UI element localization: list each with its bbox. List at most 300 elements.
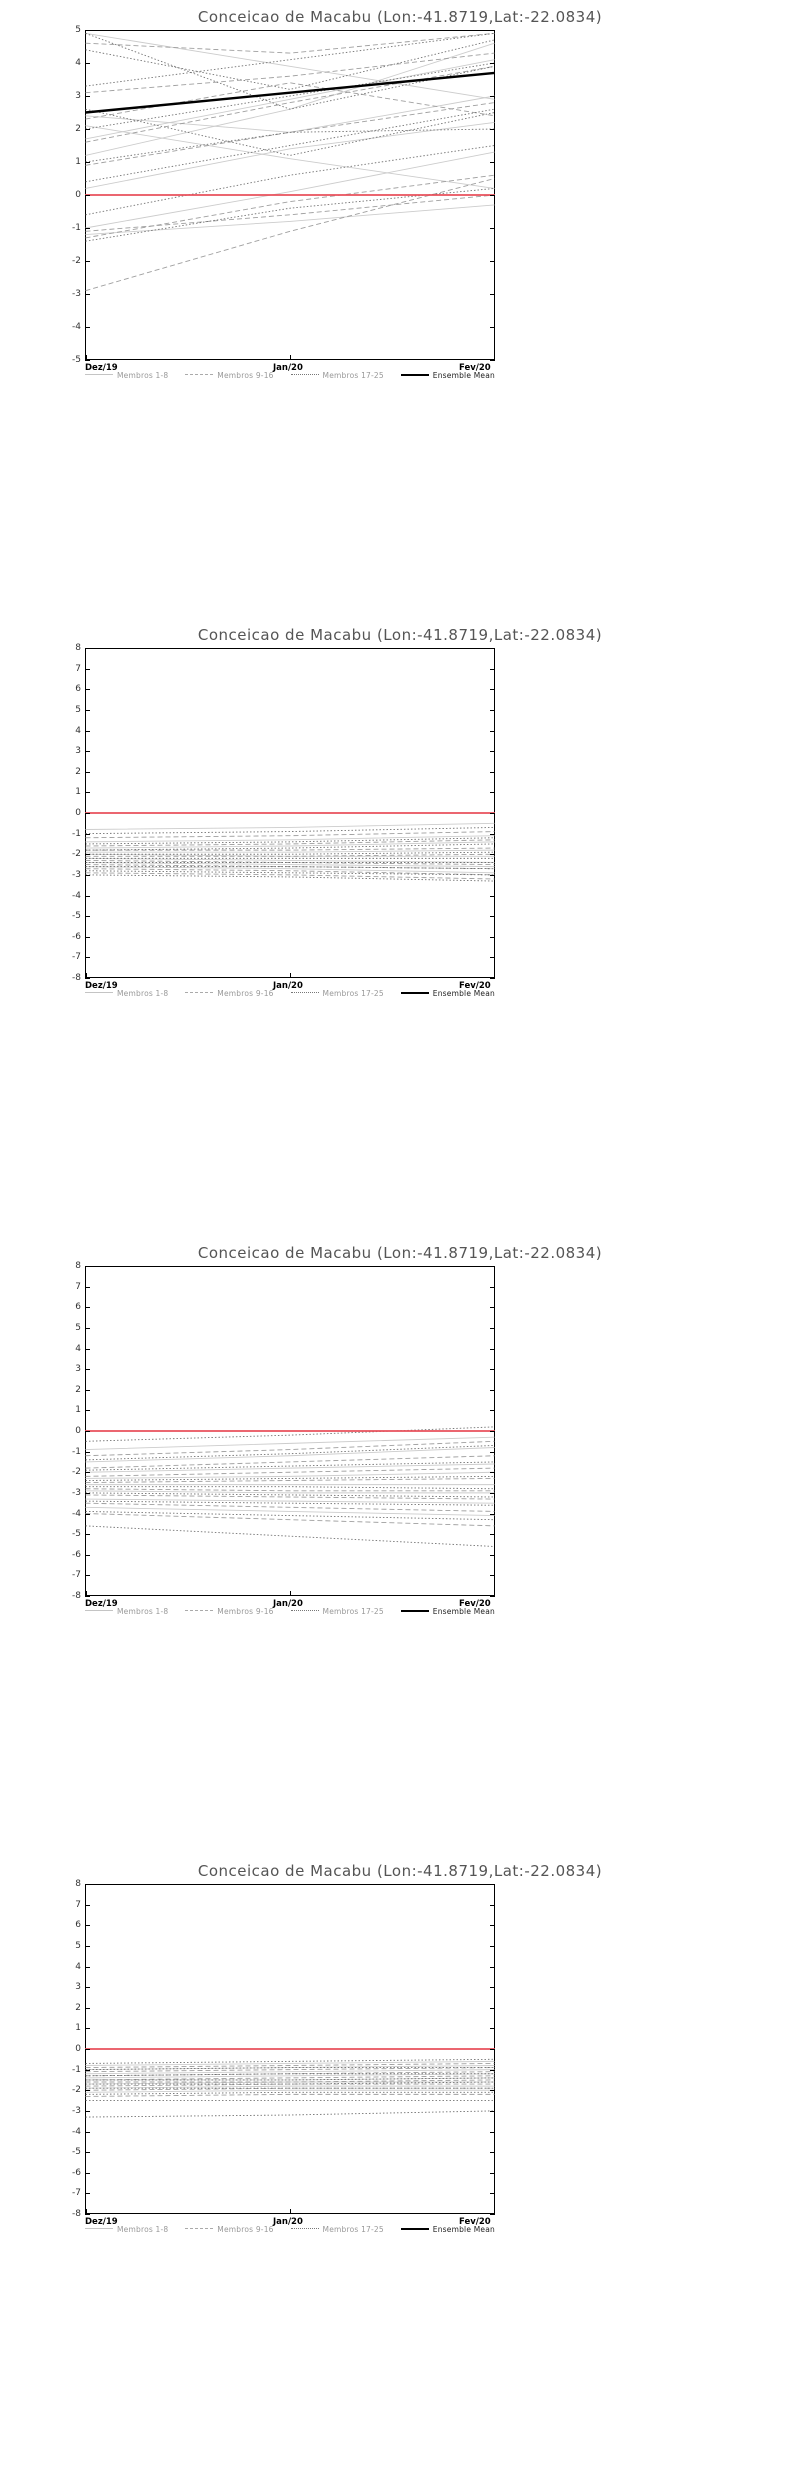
y-tick-mark [490, 63, 495, 64]
y-tick-label: -4 [72, 322, 81, 332]
y-tick-mark [490, 1987, 495, 1988]
chart-panel-temp-maxima [0, 1236, 800, 1854]
y-tick-mark [85, 2090, 90, 2091]
series-canvas [85, 30, 495, 360]
series-line [86, 205, 495, 235]
y-tick-label: -8 [72, 2209, 81, 2219]
y-tick-label: -1 [72, 1446, 81, 1457]
y-tick-mark [490, 1534, 495, 1535]
series-line [86, 1487, 495, 1489]
y-tick-mark [490, 1410, 495, 1411]
legend-item-membros-17-25 [291, 989, 384, 998]
y-tick-label: 0 [75, 190, 81, 200]
y-tick-mark [85, 1596, 90, 1597]
y-tick-label: -1 [72, 223, 81, 233]
y-tick-mark [490, 2008, 495, 2009]
y-tick-mark [490, 937, 495, 938]
y-tick-label: 3 [75, 91, 81, 101]
y-tick-mark [490, 1431, 495, 1432]
y-tick-label: 4 [75, 1343, 81, 1354]
y-tick-mark [85, 916, 90, 917]
series-line [86, 1495, 495, 1499]
legend-label-membros-1-8: Membros 1-8 [117, 1606, 169, 1616]
series-line [86, 1514, 495, 1526]
legend-label-membros-9-16: Membros 9-16 [217, 2224, 274, 2234]
y-tick-mark [490, 294, 495, 295]
y-tick-mark [85, 1555, 90, 1556]
y-tick-label: -3 [72, 1487, 81, 1498]
series-line [86, 1478, 495, 1482]
legend-label-membros-17-25: Membros 17-25 [322, 370, 384, 380]
y-tick-label: 2 [75, 766, 81, 777]
y-tick-label: -4 [72, 2126, 81, 2137]
y-tick-label: 8 [75, 1261, 81, 1271]
series-canvas [85, 1266, 495, 1596]
series-line [86, 2094, 495, 2096]
legend-item-ensemble-mean [401, 989, 495, 998]
legend-swatch-membros-1-8 [85, 2228, 113, 2230]
legend-item-membros-17-25 [291, 371, 384, 380]
y-tick-mark [490, 96, 495, 97]
series-line [86, 2111, 495, 2117]
y-tick-mark [85, 327, 90, 328]
y-tick-mark [490, 2152, 495, 2153]
legend-label-membros-9-16: Membros 9-16 [217, 1606, 274, 1616]
y-tick-mark [85, 2070, 90, 2071]
x-tick-label: Dez/19 [85, 981, 118, 991]
y-tick-mark [85, 1390, 90, 1391]
series-line [86, 175, 495, 238]
legend-item-membros-9-16 [185, 989, 273, 998]
y-tick-label: 1 [75, 787, 81, 798]
y-tick-mark [85, 63, 90, 64]
y-tick-mark [490, 1596, 495, 1597]
y-tick-label: 1 [75, 157, 81, 167]
series-line [86, 1507, 495, 1515]
y-tick-mark [490, 30, 495, 31]
series-line [86, 1464, 495, 1472]
y-tick-mark [85, 834, 90, 835]
series-line [86, 2074, 495, 2078]
y-tick-mark [490, 2070, 495, 2071]
y-tick-mark [85, 710, 90, 711]
y-tick-label: -6 [72, 2167, 81, 2178]
y-tick-label: -2 [72, 256, 81, 266]
y-tick-mark [85, 30, 90, 31]
y-tick-label: 3 [75, 1364, 81, 1375]
legend-label-membros-9-16: Membros 9-16 [217, 988, 274, 998]
y-tick-mark [490, 875, 495, 876]
series-line [86, 1511, 495, 1519]
legend-swatch-membros-1-8 [85, 374, 113, 376]
y-tick-mark [85, 1328, 90, 1329]
y-tick-mark [490, 792, 495, 793]
legend-swatch-membros-9-16 [185, 992, 213, 994]
y-tick-mark [85, 1349, 90, 1350]
series-line [86, 109, 495, 182]
series-line [86, 1501, 495, 1505]
y-tick-mark [85, 751, 90, 752]
y-tick-label: 5 [75, 25, 81, 35]
y-tick-label: -7 [72, 1570, 81, 1581]
y-tick-label: 2 [75, 124, 81, 134]
x-tick-label: Dez/19 [85, 1599, 118, 1609]
y-tick-mark [85, 792, 90, 793]
y-tick-mark [85, 772, 90, 773]
y-tick-mark [490, 2090, 495, 2091]
series-line [86, 2059, 495, 2063]
y-tick-mark [85, 2173, 90, 2174]
y-tick-label: -6 [72, 1549, 81, 1560]
y-tick-mark [85, 731, 90, 732]
series-line [86, 2063, 495, 2067]
plot-area-temp-media [72, 643, 495, 991]
y-tick-mark [490, 162, 495, 163]
series-line [86, 2068, 495, 2072]
y-tick-label: -3 [72, 2105, 81, 2116]
chart-panel-temp-media [0, 618, 800, 1236]
series-line [86, 1526, 495, 1547]
y-tick-mark [85, 1452, 90, 1453]
x-tick-label: Fev/20 [459, 1599, 491, 1609]
x-tick-mark [86, 973, 87, 978]
y-tick-mark [490, 195, 495, 196]
y-tick-mark [490, 772, 495, 773]
legend-item-membros-1-8 [85, 1607, 168, 1616]
x-tick-label: Dez/19 [85, 363, 118, 373]
y-tick-mark [490, 1287, 495, 1288]
y-tick-label: -5 [72, 1529, 81, 1540]
y-tick-mark [490, 228, 495, 229]
y-tick-mark [490, 689, 495, 690]
legend [85, 2222, 495, 2236]
y-tick-mark [85, 875, 90, 876]
y-tick-mark [85, 2152, 90, 2153]
series-canvas [85, 1884, 495, 2214]
legend-swatch-ensemble-mean [401, 2228, 429, 2231]
y-tick-mark [85, 2193, 90, 2194]
y-tick-mark [85, 1905, 90, 1906]
legend-item-ensemble-mean [401, 371, 495, 380]
y-tick-mark [490, 360, 495, 361]
y-tick-label: 4 [75, 58, 81, 68]
series-line [86, 103, 495, 166]
y-tick-label: -3 [72, 289, 81, 299]
legend-item-membros-1-8 [85, 989, 168, 998]
y-tick-label: -7 [72, 2188, 81, 2199]
series-line [86, 126, 495, 189]
x-tick-label: Fev/20 [459, 363, 491, 373]
legend-label-ensemble-mean: Ensemble Mean [432, 370, 495, 380]
y-tick-mark [490, 916, 495, 917]
legend-label-ensemble-mean: Ensemble Mean [432, 2224, 495, 2234]
series-line [86, 863, 495, 867]
y-tick-label: 7 [75, 1899, 81, 1910]
y-tick-mark [490, 1575, 495, 1576]
y-tick-mark [85, 1514, 90, 1515]
x-tick-label: Fev/20 [459, 981, 491, 991]
y-tick-mark [490, 2028, 495, 2029]
y-tick-label: -5 [72, 2147, 81, 2158]
y-tick-mark [85, 957, 90, 958]
y-tick-mark [85, 228, 90, 229]
series-line [86, 1493, 495, 1497]
legend-label-membros-17-25: Membros 17-25 [322, 988, 384, 998]
legend-swatch-ensemble-mean [401, 374, 429, 377]
x-tick-mark [494, 355, 495, 360]
legend-label-membros-17-25: Membros 17-25 [322, 2224, 384, 2234]
plot-area-temp-maxima [72, 1261, 495, 1609]
y-tick-mark [85, 648, 90, 649]
y-tick-label: 3 [75, 1982, 81, 1993]
y-tick-mark [490, 2193, 495, 2194]
x-tick-label: Jan/20 [273, 2217, 303, 2227]
y-tick-mark [85, 1287, 90, 1288]
y-tick-label: 4 [75, 1961, 81, 1972]
y-tick-mark [85, 1987, 90, 1988]
y-tick-mark [85, 2111, 90, 2112]
y-tick-mark [490, 896, 495, 897]
y-tick-mark [85, 2008, 90, 2009]
y-tick-mark [490, 957, 495, 958]
y-tick-mark [490, 648, 495, 649]
series-line [86, 146, 495, 215]
y-tick-mark [85, 1307, 90, 1308]
y-tick-mark [490, 2132, 495, 2133]
y-tick-mark [490, 710, 495, 711]
series-line [86, 33, 495, 99]
page-title: Conceicao de Macabu (Lon:-41.8719,Lat:-22.0834) [197, 1862, 603, 1880]
page-title: Conceicao de Macabu (Lon:-41.8719,Lat:-22.0834) [197, 626, 603, 644]
legend-item-ensemble-mean [401, 2225, 495, 2234]
series-line [86, 63, 495, 129]
legend-label-membros-1-8: Membros 1-8 [117, 988, 169, 998]
y-tick-mark [490, 2214, 495, 2215]
series-line [86, 2070, 495, 2074]
y-tick-label: -4 [72, 1508, 81, 1519]
legend-swatch-ensemble-mean [401, 1610, 429, 1613]
series-line [86, 867, 495, 873]
legend [85, 986, 495, 1000]
y-tick-mark [85, 1431, 90, 1432]
series-line [86, 60, 495, 139]
y-tick-mark [490, 731, 495, 732]
legend-item-membros-17-25 [291, 1607, 384, 1616]
y-tick-mark [85, 1369, 90, 1370]
y-tick-mark [85, 1410, 90, 1411]
y-tick-mark [490, 327, 495, 328]
series-line [86, 1456, 495, 1468]
y-tick-label: 5 [75, 1322, 81, 1333]
legend-label-membros-1-8: Membros 1-8 [117, 2224, 169, 2234]
y-tick-mark [85, 854, 90, 855]
y-tick-label: 3 [75, 746, 81, 757]
y-tick-label: 0 [75, 808, 81, 818]
y-tick-mark [490, 1946, 495, 1947]
legend-item-membros-9-16 [185, 371, 273, 380]
y-tick-mark [490, 751, 495, 752]
x-tick-mark [494, 973, 495, 978]
y-tick-mark [85, 129, 90, 130]
y-tick-mark [85, 96, 90, 97]
y-tick-mark [490, 1905, 495, 1906]
y-tick-mark [490, 813, 495, 814]
y-tick-mark [490, 2173, 495, 2174]
y-tick-mark [85, 937, 90, 938]
legend-swatch-membros-17-25 [291, 992, 319, 994]
y-tick-label: -8 [72, 973, 81, 983]
series-line [86, 2061, 495, 2065]
x-tick-mark [494, 2209, 495, 2214]
y-tick-mark [85, 1946, 90, 1947]
y-tick-mark [85, 669, 90, 670]
x-tick-mark [290, 355, 291, 360]
y-tick-label: 0 [75, 1426, 81, 1436]
x-tick-mark [86, 355, 87, 360]
legend-label-membros-17-25: Membros 17-25 [322, 1606, 384, 1616]
y-tick-mark [85, 1493, 90, 1494]
legend-item-membros-1-8 [85, 2225, 168, 2234]
series-line [86, 1468, 495, 1476]
y-tick-label: 6 [75, 1302, 81, 1313]
plot-area-chuva [72, 25, 495, 373]
x-tick-label: Dez/19 [85, 2217, 118, 2227]
legend-label-ensemble-mean: Ensemble Mean [432, 988, 495, 998]
series-line [86, 152, 495, 228]
series-line [86, 188, 495, 241]
legend-item-membros-9-16 [185, 1607, 273, 1616]
y-tick-label: -7 [72, 952, 81, 963]
series-line [86, 858, 495, 862]
legend-swatch-membros-9-16 [185, 2228, 213, 2230]
y-tick-mark [85, 2028, 90, 2029]
y-tick-label: -1 [72, 2064, 81, 2075]
y-tick-label: 5 [75, 704, 81, 715]
y-tick-mark [85, 261, 90, 262]
y-tick-mark [490, 1307, 495, 1308]
y-tick-mark [490, 1967, 495, 1968]
y-tick-mark [85, 1266, 90, 1267]
x-tick-label: Jan/20 [273, 1599, 303, 1609]
series-line [86, 1489, 495, 1491]
series-line [86, 1472, 495, 1478]
legend-item-membros-9-16 [185, 2225, 273, 2234]
y-tick-label: -1 [72, 828, 81, 839]
legend-item-ensemble-mean [401, 1607, 495, 1616]
y-tick-mark [85, 813, 90, 814]
y-tick-mark [85, 978, 90, 979]
y-tick-mark [490, 261, 495, 262]
x-tick-label: Fev/20 [459, 2217, 491, 2227]
y-tick-label: 5 [75, 1940, 81, 1951]
series-line [86, 1476, 495, 1480]
x-tick-mark [290, 1591, 291, 1596]
y-tick-mark [85, 1925, 90, 1926]
series-line [86, 53, 495, 93]
x-tick-mark [86, 2209, 87, 2214]
x-tick-label: Jan/20 [273, 363, 303, 373]
y-tick-mark [490, 1266, 495, 1267]
series-line [86, 195, 495, 231]
y-tick-mark [490, 854, 495, 855]
y-tick-label: -5 [72, 911, 81, 922]
y-tick-label: 1 [75, 1405, 81, 1416]
y-tick-mark [85, 689, 90, 690]
y-tick-label: 6 [75, 684, 81, 695]
y-tick-mark [85, 2049, 90, 2050]
y-tick-mark [490, 1328, 495, 1329]
page-title: Conceicao de Macabu (Lon:-41.8719,Lat:-22.0834) [197, 8, 603, 26]
y-tick-mark [490, 2111, 495, 2112]
y-tick-mark [85, 1534, 90, 1535]
y-tick-label: 4 [75, 725, 81, 736]
legend-swatch-membros-9-16 [185, 1610, 213, 1612]
legend-item-membros-17-25 [291, 2225, 384, 2234]
y-tick-mark [490, 1514, 495, 1515]
y-tick-label: -2 [72, 849, 81, 860]
series-line [86, 40, 495, 90]
y-tick-label: 1 [75, 2023, 81, 2034]
series-line [86, 1499, 495, 1503]
y-tick-mark [490, 1390, 495, 1391]
y-tick-mark [490, 1452, 495, 1453]
series-line [86, 848, 495, 850]
legend-swatch-membros-9-16 [185, 374, 213, 376]
y-tick-label: 7 [75, 663, 81, 674]
y-tick-label: 6 [75, 1920, 81, 1931]
x-tick-mark [494, 1591, 495, 1596]
y-tick-mark [490, 669, 495, 670]
page-title: Conceicao de Macabu (Lon:-41.8719,Lat:-22.0834) [197, 1244, 603, 1262]
legend-item-membros-1-8 [85, 371, 168, 380]
legend-swatch-membros-1-8 [85, 992, 113, 994]
y-tick-mark [490, 1555, 495, 1556]
x-tick-mark [290, 2209, 291, 2214]
legend-swatch-membros-17-25 [291, 2228, 319, 2230]
y-tick-label: -2 [72, 1467, 81, 1478]
y-tick-label: -5 [72, 355, 81, 365]
legend-swatch-membros-17-25 [291, 1610, 319, 1612]
series-canvas [85, 648, 495, 978]
legend-swatch-ensemble-mean [401, 992, 429, 995]
y-tick-mark [85, 195, 90, 196]
y-tick-mark [490, 1925, 495, 1926]
y-tick-mark [85, 2132, 90, 2133]
y-tick-mark [85, 1472, 90, 1473]
y-tick-mark [85, 162, 90, 163]
y-tick-label: 8 [75, 1879, 81, 1889]
y-tick-mark [490, 1472, 495, 1473]
y-tick-label: -6 [72, 931, 81, 942]
y-tick-label: 2 [75, 2002, 81, 2013]
y-tick-mark [490, 129, 495, 130]
y-tick-label: -3 [72, 869, 81, 880]
y-tick-mark [490, 978, 495, 979]
legend-label-membros-9-16: Membros 9-16 [217, 370, 274, 380]
series-line [86, 83, 495, 119]
legend [85, 368, 495, 382]
y-tick-label: -2 [72, 2085, 81, 2096]
legend-label-membros-1-8: Membros 1-8 [117, 370, 169, 380]
y-tick-mark [85, 896, 90, 897]
y-tick-mark [85, 294, 90, 295]
y-tick-mark [85, 1884, 90, 1885]
y-tick-label: 2 [75, 1384, 81, 1395]
legend [85, 1604, 495, 1618]
legend-swatch-membros-17-25 [291, 374, 319, 376]
y-tick-mark [490, 834, 495, 835]
y-tick-mark [85, 360, 90, 361]
